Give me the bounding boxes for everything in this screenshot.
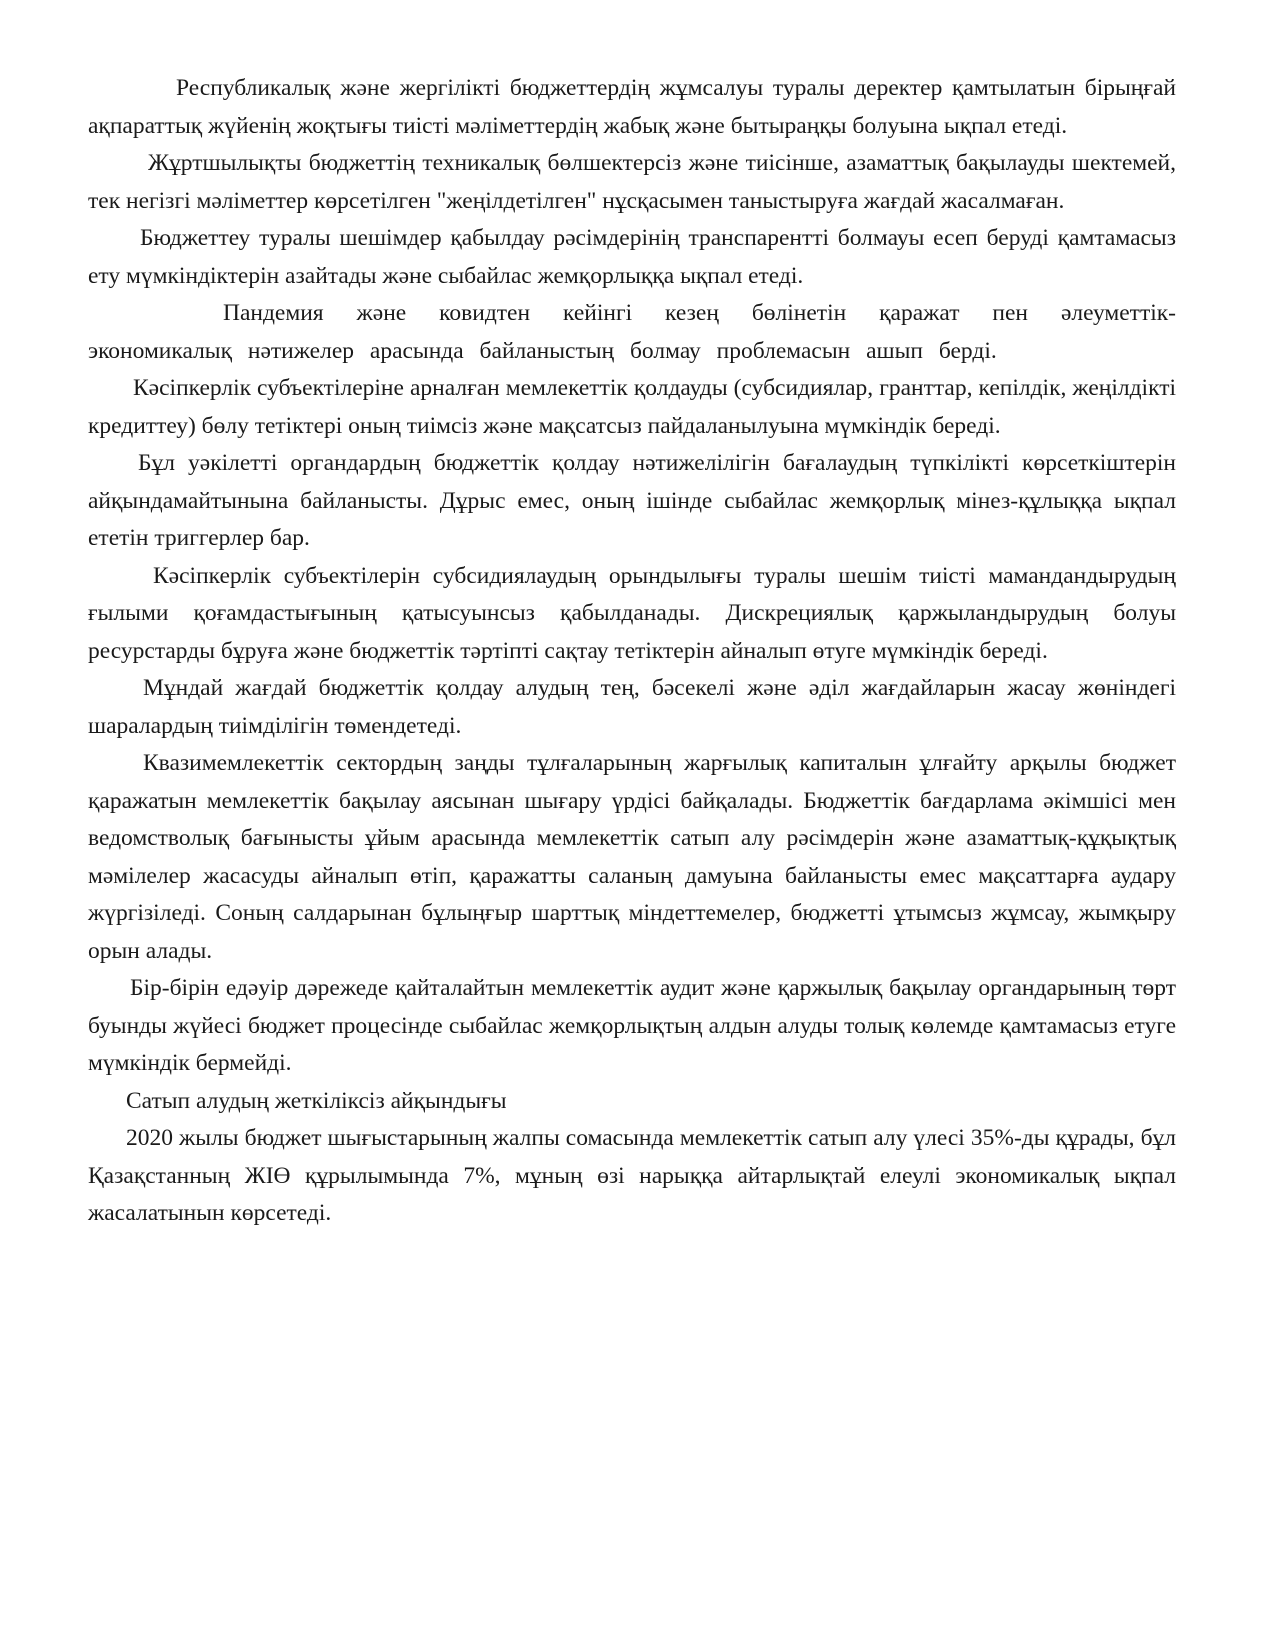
paragraph-simplified-budget: Жұртшылықты бюджеттің техникалық бөлшектерсіз және тиісінше, азаматтық бақылауды шектемей, тек негізгі мәліметтер көрсетілген "жеңілдетілген" нұсқасымен таныстыруға жағдай жасалмаған. [88, 150, 1176, 214]
paragraph-unified-info-system: Республикалық және жергілікті бюджеттердің жұмсалуы туралы деректер қамтылатын бірыңғай ақпараттық жүйенің жоқтығы тиісті мәліметтердің жабық және бытыраңқы болуына ықпал етеді. [88, 75, 1176, 139]
paragraph-business-support: Кәсіпкерлік субъектілеріне арналған мемлекеттік қолдауды (субсидиялар, гранттар, кепілдік, жеңілдікті кредиттеу) бөлу тетіктері оның тиімсіз және мақсатсыз пайдаланылуына мүмкіндік береді. [88, 375, 1176, 439]
paragraph-authorized-bodies: Бұл уәкілетті органдардың бюджеттік қолдау нәтижелілігін бағалаудың түпкілікті көрсеткіштерін айқындамайтынына байланысты. Дұрыс емес, оның ішінде сыбайлас жемқорлық мінез-құлыққа ықпал ететін триггерлер бар. [88, 450, 1176, 551]
paragraph-quasi-public-sector: Квазимемлекеттік сектордың заңды тұлғаларының жарғылық капиталын ұлғайту арқылы бюджет қаражатын мемлекеттік бақылау аясынан шығару үрдісі байқалады. Бюджеттік бағдарлама әкімшісі мен ведомстволық бағынысты ұйым арасында мемлекеттік сатып алу рәсімдерін және азаматтық-құқықтық мәмілелер жасасуды айналып өтіп, қаражатты саланың дамуына байланысты емес мақсаттарға аудару жүргізіледі. Соның салдарынан бұлыңғыр шарттық міндеттемелер, бюджетті ұтымсыз жұмсау, жымқыру орын алады. [88, 750, 1176, 964]
paragraph-equal-conditions: Мұндай жағдай бюджеттік қолдау алудың тең, бәсекелі және әділ жағдайларын жасау жөніндегі шаралардың тиімділігін төмендетеді. [88, 675, 1176, 739]
document-body [88, 70, 1176, 1233]
paragraph-subsidies-decision: Кәсіпкерлік субъектілерін субсидиялаудың орындылығы туралы шешім тиісті мамандандырудың ғылыми қоғамдастығының қатысуынсыз қабылданады. Дискрециялық қаржыландырудың болуы ресурстарды бұруға және бюджеттік тәртіпті сақтау тетіктерін айналып өтуге мүмкіндік береді. [88, 562, 1176, 664]
paragraph-audit-system: Бір-бірін едәуір дәрежеде қайталайтын мемлекеттік аудит және қаржылық бақылау органдарының төрт буынды жүйесі бюджет процесінде сыбайлас жемқорлықтың алдын алуды толық көлемде қамтамасыз етуге мүмкіндік бермейді. [88, 975, 1176, 1076]
paragraph-budget-transparency: Бюджеттеу туралы шешімдер қабылдау рәсімдерінің транспарентті болмауы есеп беруді қамтамасыз ету мүмкіндіктерін азайтады және сыбайлас жемқорлыққа ықпал етеді. [88, 225, 1176, 289]
paragraph-procurement-heading: Сатып алудың жеткіліксіз айқындығы [126, 1087, 507, 1114]
paragraph-pandemic: Пандемия және ковидтен кейінгі кезең бөлінетін қаражат пен әлеуметтік-экономикалық нәтижелер арасында байланыстың болмау проблемасын ашып берді. [88, 300, 1176, 364]
paragraph-procurement-2020: 2020 жылы бюджет шығыстарының жалпы сомасында мемлекеттік сатып алу үлесі 35%-ды құрады, бұл Қазақстанның ЖІӨ құрылымында 7%, мұның өзі нарыққа айтарлықтай елеулі экономикалық ықпал жасалатынын көрсетеді. [88, 1125, 1176, 1226]
